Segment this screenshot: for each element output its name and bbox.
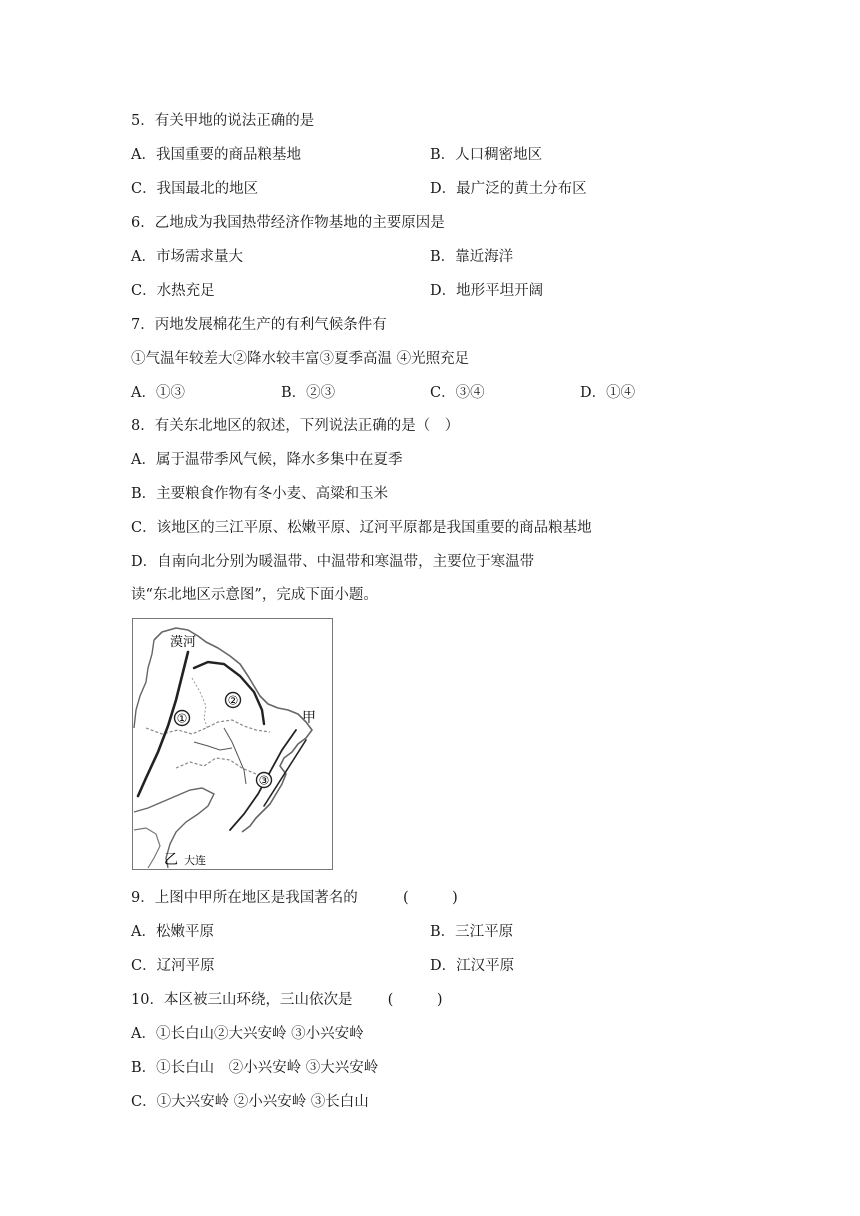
q10-option-c: C．①大兴安岭 ②小兴安岭 ③长白山 <box>131 1094 369 1110</box>
q5-option-b: B．人口稠密地区 <box>430 147 543 163</box>
q9-option-c: C．辽河平原 <box>131 958 215 974</box>
q6-option-d: D．地形平坦开阔 <box>430 283 544 299</box>
q7-option-c: C．③④ <box>430 385 485 401</box>
q9-stem <box>131 888 458 908</box>
q9-option-d: D．江汉平原 <box>430 958 515 974</box>
label-jia: 甲 <box>302 710 316 726</box>
q7-option-a: A．①③ <box>131 385 185 401</box>
q9-stem-text: 9．上图中甲所在地区是我国著名的 <box>131 890 358 906</box>
q7-stem: 7．丙地发展棉花生产的有利气候条件有 <box>131 317 387 333</box>
q6-option-b: B．靠近海洋 <box>430 249 514 265</box>
q9-option-a: A．松嫩平原 <box>131 924 214 940</box>
q5-stem: 5．有关甲地的说法正确的是 <box>131 113 315 129</box>
q5-option-d: D．最广泛的黄土分布区 <box>430 181 587 197</box>
q6-option-c: C．水热充足 <box>131 283 215 299</box>
q5-option-c: C．我国最北的地区 <box>131 181 259 197</box>
q6-stem: 6．乙地成为我国热带经济作物基地的主要原因是 <box>131 215 445 231</box>
q8-option-d: D．自南向北分别为暖温带、中温带和寒温带，主要位于寒温带 <box>131 554 535 570</box>
q7-option-b: B．②③ <box>281 385 336 401</box>
q6-option-a: A．市场需求量大 <box>131 249 243 265</box>
label-dalian: 大连 <box>184 854 206 867</box>
q7-option-d: D．①④ <box>580 385 636 401</box>
label-mohe: 漠河 <box>170 635 197 650</box>
q9-paren: ( ) <box>402 890 458 906</box>
northeast-map <box>132 618 333 870</box>
q7-conditions: ①气温年较差大②降水较丰富③夏季高温 ④光照充足 <box>131 351 470 367</box>
marker-2: ② <box>227 693 239 708</box>
q8-option-b: B．主要粮食作物有冬小麦、高粱和玉米 <box>131 486 389 502</box>
q10-option-a: A．①长白山②大兴安岭 ③小兴安岭 <box>131 1026 364 1042</box>
label-yi: 乙 <box>164 852 178 868</box>
q8-option-a: A．属于温带季风气候，降水多集中在夏季 <box>131 452 403 468</box>
map-intro: 读“东北地区示意图”，完成下面小题。 <box>131 587 378 603</box>
q10-option-b: B．①长白山 ②小兴安岭 ③大兴安岭 <box>131 1060 379 1076</box>
q8-option-c: C．该地区的三江平原、松嫩平原、辽河平原都是我国重要的商品粮基地 <box>131 520 592 536</box>
q8-stem: 8．有关东北地区的叙述，下列说法正确的是（ ） <box>131 418 460 434</box>
marker-3: ③ <box>258 773 270 788</box>
q10-paren: ( ) <box>387 992 443 1008</box>
q9-option-b: B．三江平原 <box>430 924 514 940</box>
q10-stem-text: 10．本区被三山环绕，三山依次是 <box>131 992 353 1008</box>
q10-stem <box>131 990 443 1010</box>
q5-option-a: A．我国重要的商品粮基地 <box>131 147 301 163</box>
marker-1: ① <box>176 711 188 726</box>
